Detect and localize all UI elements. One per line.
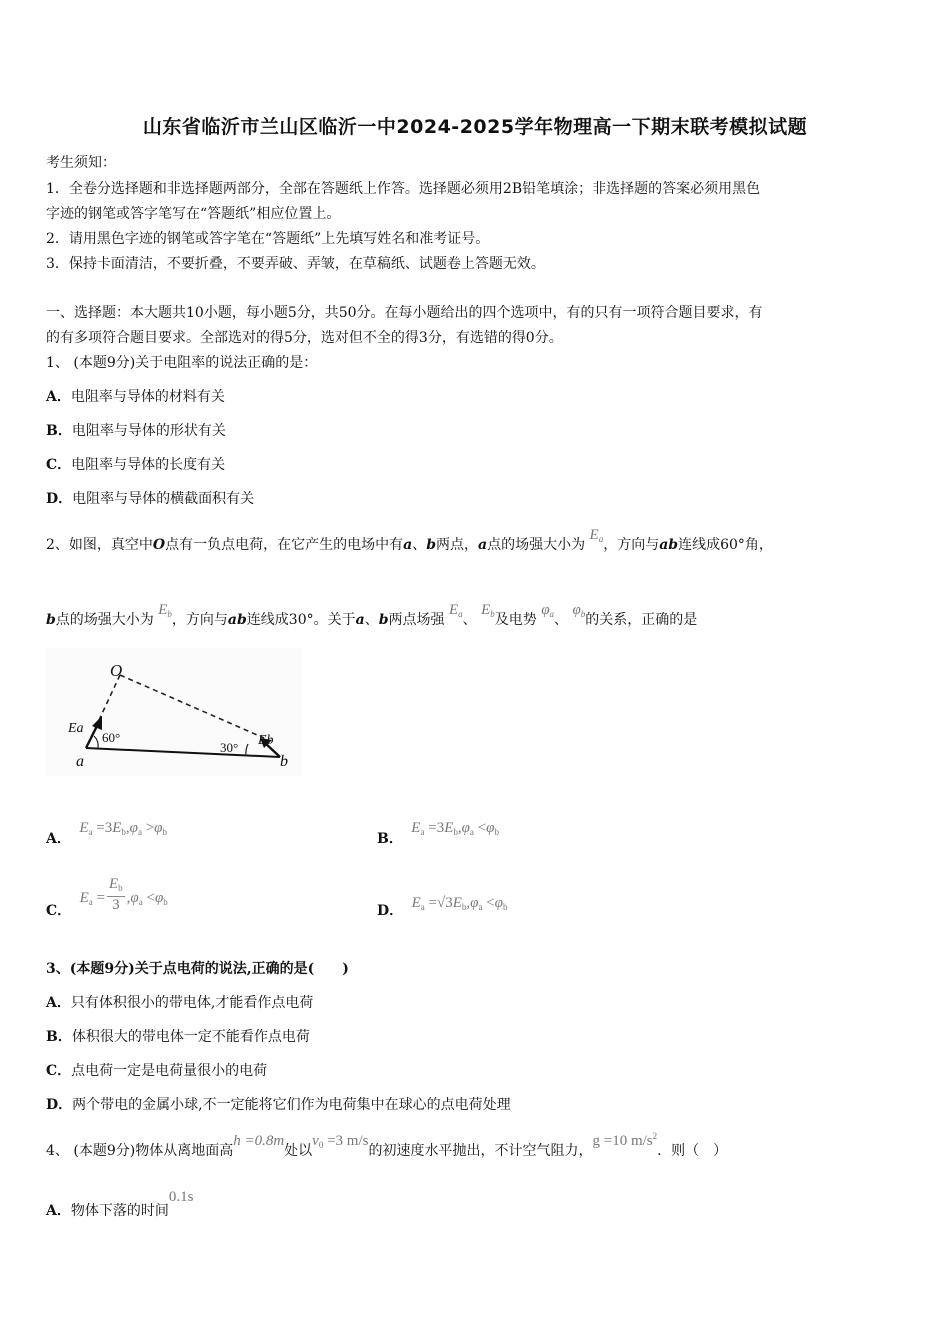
text: 、 [462,612,477,628]
text: 连线成60°角， [678,537,773,553]
option-formula: $E_a =3E_b,\varphi_a >\varphi_b$ [79,820,167,837]
option-label: B． [377,831,403,847]
text: 的关系，正确的是 [585,612,698,628]
option-text: 物体下落的时间 [70,1203,169,1219]
symbol-phi-b: $\varphi_b$ [572,602,586,619]
q3-option-d [46,1094,511,1114]
symbol-phi-a: $\varphi_a$ [541,602,555,619]
question-2-stem-line2 [46,602,698,629]
page-title: 山东省临沂市兰山区临沂一中2024-2025学年物理高一下期末联考模拟试题 [142,116,808,138]
point-b: b [46,612,56,628]
option-text: 电阻率与导体的横截面积有关 [72,491,255,507]
text: 两点， [436,537,478,553]
text: ，方向与 [171,612,228,628]
label-eb: Eb [258,733,274,748]
symbol-ea: $E_a$ [589,527,604,544]
text: 4、 (本题9分)物体从离地面高 [46,1143,234,1159]
text: 及电势 [494,612,537,628]
option-label: A． [46,831,71,847]
gravity-value: g =10 $m/s^2$ [592,1131,658,1149]
q3-option-a [46,992,313,1012]
option-formula: $E_a =3E_b,\varphi_a <\varphi_b$ [411,820,499,837]
label-angle-60: 60° [102,730,121,745]
segment-ab: ab [659,537,679,553]
option-text: 电阻率与导体的长度有关 [71,457,226,473]
text: ．则（ ） [657,1143,728,1159]
point-b: b [426,537,436,553]
option-text: 电阻率与导体的形状有关 [71,423,226,439]
option-text: 只有体积很小的带电体,才能看作点电荷 [70,995,314,1011]
question-1-stem: 1、 (本题9分)关于电阻率的说法正确的是： [46,355,318,371]
notice-heading: 考生须知： [46,155,116,171]
velocity-value: $v_0 =3$ m/s [312,1133,369,1150]
q1-option-b [46,420,226,440]
option-label: B． [46,1029,72,1045]
option-label: D． [46,1097,73,1113]
symbol-eb: $E_b$ [481,602,495,619]
q1-option-a [46,386,225,406]
option-text: 体积很大的带电体一定不能看作点电荷 [71,1029,310,1045]
symbol-eb: $E_b$ [158,602,172,619]
text: 连线成30°。关于 [246,612,356,628]
q3-option-c [46,1060,267,1080]
q1-option-c [46,454,225,474]
option-label: D． [46,491,73,507]
option-text: 点电荷一定是电荷量很小的电荷 [71,1063,268,1079]
question-3-stem: 3、(本题9分)关于点电荷的说法,正确的是( ) [46,961,349,977]
symbol-ea: $E_a$ [448,602,463,619]
point-a: a [478,537,488,553]
option-label: D． [377,903,404,919]
text: 点的场强大小为 [55,612,154,628]
option-text: 电阻率与导体的材料有关 [70,389,225,405]
point-a: a [403,537,413,553]
label-angle-30: 30° [220,740,239,755]
text: 、 [412,537,427,553]
point-b: b [378,612,389,628]
option-label: A． [46,995,71,1011]
q1-option-d [46,488,254,508]
label-o: O [110,661,123,680]
q4-option-a [46,1189,194,1220]
option-label: A． [46,1203,71,1219]
question-4-stem [46,1131,728,1160]
question-2-stem-line1 [46,527,773,554]
text: 的初速度水平抛出，不计空气阻力， [368,1143,593,1159]
segment-ab: ab [227,612,247,628]
label-a: a [76,753,84,770]
option-label: C． [46,457,72,473]
section-intro: 的有多项符合题目要求。全部选对的得5分，选对但不全的得3分，有选错的得0分。 [46,330,563,346]
notice-item: 1．全卷分选择题和非选择题两部分，全部在答题纸上作答。选择题必须用2B铅笔填涂；非选择题的答案必须用黑色 [46,181,761,197]
time-value: 0.1s [168,1189,194,1205]
text: 2、如图，真空中 [46,537,153,553]
text: 处以 [284,1143,313,1159]
section-intro: 一、选择题：本大题共10小题，每小题5分，共50分。在每小题给出的四个选项中，有的只有一项符合题目要求，有 [46,305,763,321]
option-label: A． [46,389,71,405]
option-text: 两个带电的金属小球,不一定能将它们作为电荷集中在球心的点电荷处理 [72,1097,511,1113]
option-label: C． [46,903,72,919]
q2-option-c [46,876,168,919]
text: ，方向与 [603,537,660,553]
point-a: a [355,612,365,628]
point-o: O [152,537,166,553]
label-ea: Ea [68,721,84,736]
option-label: B． [46,423,72,439]
q3-option-b [46,1026,310,1046]
text: 、 [554,612,569,628]
option-formula: $E_a =√3E_b,\varphi_a <\varphi_b$ [411,895,508,912]
option-label: C． [46,1063,72,1079]
notice-item: 字迹的钢笔或答字笔写在“答题纸”相应位置上。 [46,206,341,222]
q2-option-a [46,820,167,847]
field-diagram [46,648,302,776]
text: 点的场强大小为 [487,537,586,553]
height-value: h =0.8m [233,1133,285,1149]
option-formula: $E_a$ = $\frac{E_b}{3}$ $,\varphi_a <\varphi_b$ [79,876,168,913]
text: 、 [364,612,379,628]
label-b: b [280,753,288,770]
notice-item: 2．请用黑色字迹的钢笔或答字笔在“答题纸”上先填写姓名和准考证号。 [46,231,490,247]
text: 两点场强 [388,612,445,628]
q2-option-b [377,820,499,847]
q2-option-d [377,892,508,919]
text: 点有一负点电荷，在它产生的电场中有 [165,537,404,553]
notice-item: 3．保持卡面清洁，不要折叠，不要弄破、弄皱，在草稿纸、试题卷上答题无效。 [46,256,545,272]
